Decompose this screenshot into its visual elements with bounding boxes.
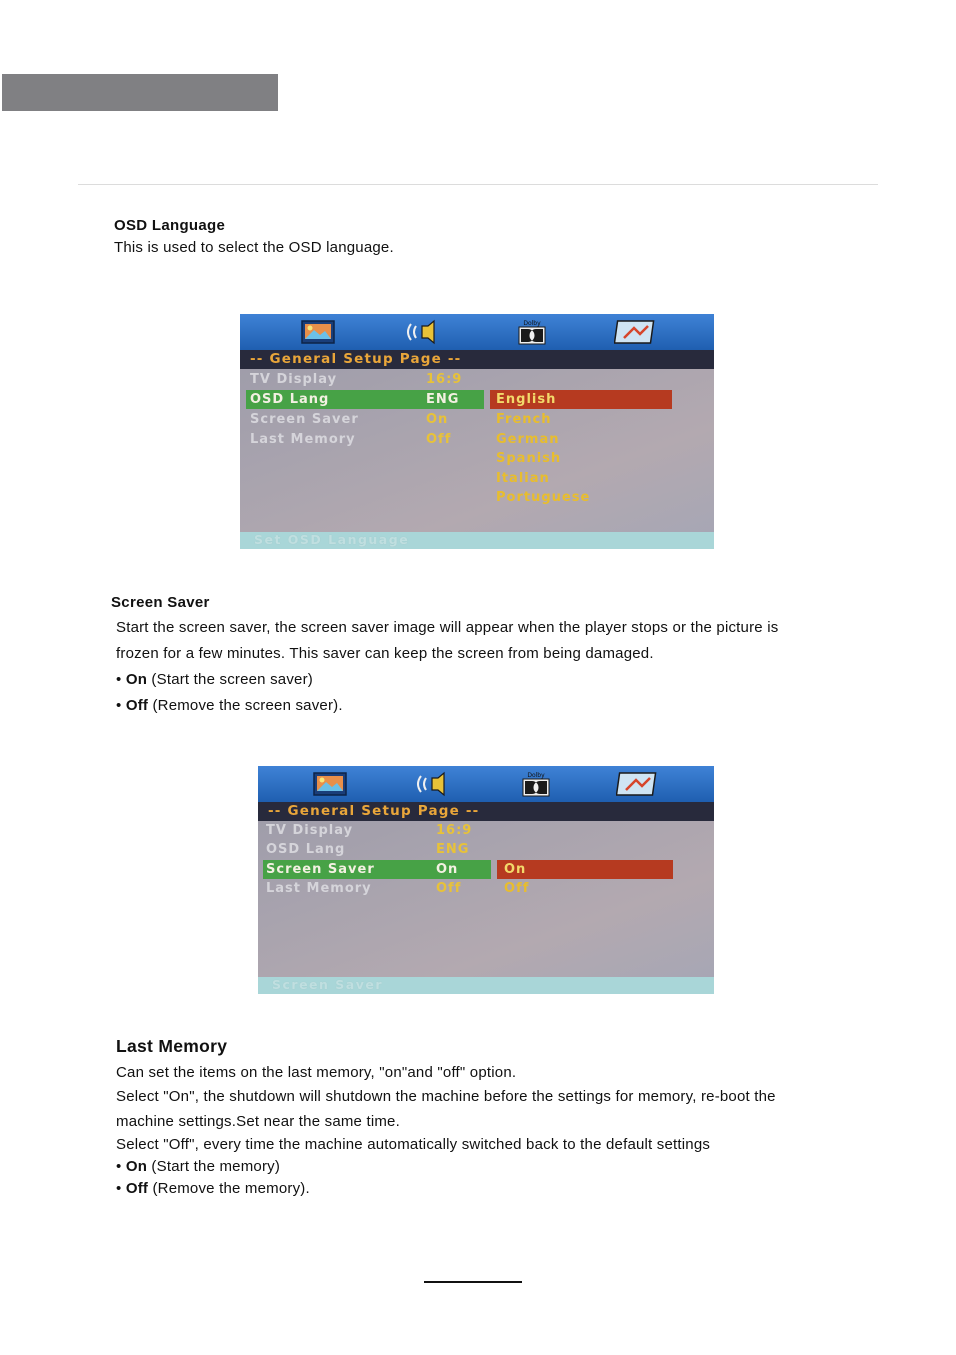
osd-row-value: ENG xyxy=(436,842,470,857)
osd-screen-saver xyxy=(258,766,714,994)
osd-row-value: On xyxy=(436,862,459,877)
osd-row-screen-saver[interactable] xyxy=(263,860,491,879)
osd-row-label: TV Display xyxy=(266,823,354,838)
osd-row-osd-lang[interactable] xyxy=(246,390,484,409)
osd-status-bar xyxy=(258,977,714,994)
screen-saver-line1: Start the screen saver, the screen saver image will appear when the player stops or the picture is xyxy=(116,619,779,636)
audio-setup-icon xyxy=(400,318,444,346)
osd-screen-language xyxy=(240,314,714,549)
osd-status-text: Screen Saver xyxy=(272,977,384,992)
last-memory-heading: Last Memory xyxy=(116,1036,228,1056)
bullet-key: On xyxy=(125,1158,148,1175)
last-memory-line3: machine settings.Set near the same time. xyxy=(116,1113,400,1130)
general-setup-icon xyxy=(296,318,340,346)
osd-row-label: Screen Saver xyxy=(266,862,375,877)
osd-row-label: OSD Lang xyxy=(250,392,330,407)
osd-lang-option[interactable]: Italian xyxy=(496,471,550,486)
last-memory-line2: Select "On", the shutdown will shutdown the machine before the settings for memory, re-boot the xyxy=(116,1088,776,1105)
osd-row-value: Off xyxy=(426,432,452,447)
osd-row-last-memory xyxy=(258,880,714,899)
last-memory-bullet-off xyxy=(116,1176,310,1202)
last-memory-line1: Can set the items on the last memory, "on"and "off" option. xyxy=(116,1064,517,1081)
osd-lang-option[interactable]: English xyxy=(496,392,557,407)
osd-status-bar xyxy=(240,532,714,549)
bullet-glyph: • xyxy=(116,1158,122,1175)
bullet-key: On xyxy=(125,671,148,688)
osd-row-tv-display xyxy=(240,370,714,389)
screen-saver-option[interactable]: Off xyxy=(504,881,530,896)
header-rule xyxy=(78,184,878,185)
osd-row-value: ENG xyxy=(426,392,460,407)
osd-title: -- General Setup Page -- xyxy=(268,803,480,819)
preference-icon xyxy=(614,318,658,346)
audio-setup-icon xyxy=(410,770,454,798)
osd-lang-option[interactable]: Spanish xyxy=(496,451,562,466)
osd-lang-option[interactable]: Portuguese xyxy=(496,490,591,505)
bullet-text: (Remove the screen saver). xyxy=(148,697,343,714)
osd-status-text: Set OSD Language xyxy=(254,532,410,547)
osd-row-label: OSD Lang xyxy=(266,842,346,857)
svg-text:Dolby: Dolby xyxy=(527,772,545,779)
osd-lang-option[interactable]: German xyxy=(496,432,560,447)
osd-row-label: Last Memory xyxy=(266,881,372,896)
osd-row-label: Screen Saver xyxy=(250,412,359,427)
bullet-text: (Remove the memory). xyxy=(148,1180,310,1197)
osd-row-tv-display xyxy=(258,822,714,841)
bullet-glyph: • xyxy=(116,697,122,714)
footer-rule xyxy=(424,1281,522,1283)
screen-saver-option[interactable]: On xyxy=(504,862,527,877)
osd-lang-option[interactable]: French xyxy=(496,412,552,427)
preference-icon xyxy=(616,770,660,798)
bullet-text: (Start the memory) xyxy=(147,1158,281,1175)
osd-row-last-memory xyxy=(240,430,714,449)
osd-row-value: On xyxy=(426,412,449,427)
osd-title-bar xyxy=(240,350,714,369)
screen-saver-line2: frozen for a few minutes. This saver can keep the screen from being damaged. xyxy=(116,645,654,662)
osd-language-heading: OSD Language xyxy=(114,217,226,234)
dolby-icon xyxy=(510,318,554,346)
osd-icon-bar xyxy=(258,766,714,802)
bullet-text: (Start the screen saver) xyxy=(147,671,313,688)
dolby-icon xyxy=(514,770,558,798)
osd-row-label: TV Display xyxy=(250,372,338,387)
osd-title-bar xyxy=(258,802,714,821)
last-memory-line4: Select "Off", every time the machine automatically switched back to the default settings xyxy=(116,1136,711,1153)
osd-row-screen-saver xyxy=(240,410,714,429)
bullet-glyph: • xyxy=(116,1180,122,1197)
bullet-glyph: • xyxy=(116,671,122,688)
osd-row-value: 16:9 xyxy=(436,823,473,838)
osd-icon-bar xyxy=(240,314,714,350)
osd-row-osd-lang xyxy=(258,841,714,860)
osd-row-value: 16:9 xyxy=(426,372,463,387)
bullet-key: Off xyxy=(125,697,149,714)
osd-title: -- General Setup Page -- xyxy=(250,351,462,367)
osd-row-label: Last Memory xyxy=(250,432,356,447)
header-bar xyxy=(2,74,278,111)
screen-saver-heading: Screen Saver xyxy=(111,594,210,611)
general-setup-icon xyxy=(308,770,352,798)
osd-language-desc: This is used to select the OSD language. xyxy=(114,239,394,256)
svg-text:Dolby: Dolby xyxy=(523,320,541,327)
bullet-key: Off xyxy=(125,1180,149,1197)
osd-row-value: Off xyxy=(436,881,462,896)
screen-saver-bullet-off xyxy=(116,693,343,719)
screen-saver-bullet-on xyxy=(116,667,313,693)
